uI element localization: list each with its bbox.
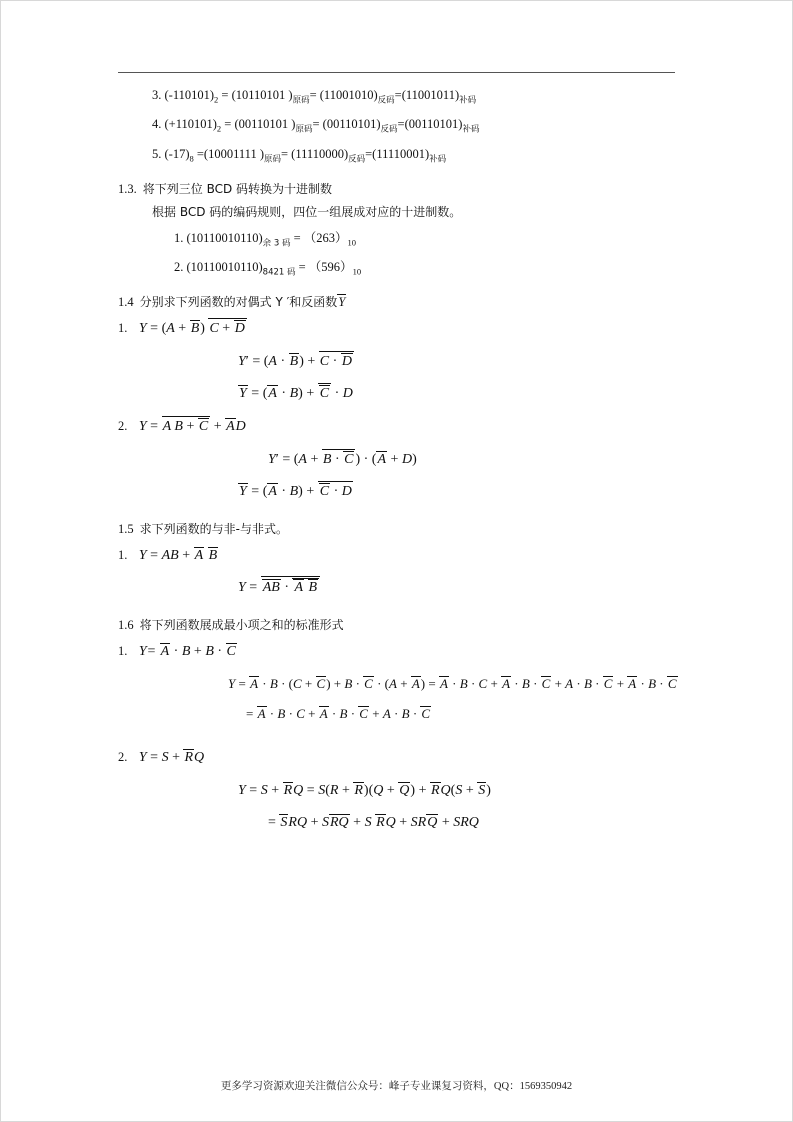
list-item	[152, 115, 678, 136]
item-expr: (10110010110)	[186, 230, 263, 245]
item-expr: (-17)	[164, 146, 190, 161]
item-mid: = (10110101 )	[218, 88, 293, 102]
document-content	[118, 86, 678, 843]
item-expr: (10110010110)	[186, 260, 263, 274]
item-code-label: 8421 码	[262, 267, 296, 278]
section-note: 根据 BCD 码的编码规则，四位一组展成对应的十进制数。	[152, 204, 462, 219]
section-heading-1-6	[118, 616, 678, 633]
equation-inverse: Y = (A · B) + C · D	[238, 381, 678, 408]
item-result: = （263）	[293, 230, 348, 245]
item-number: 4.	[152, 117, 162, 132]
item-mid3: =(11110001)	[365, 146, 430, 161]
item-number: 2.	[118, 419, 128, 434]
equation-step-1: Y = S + RQ = S(R + R)(Q + Q) + RQ(S + S)	[238, 782, 491, 798]
item-mid3: =(00110101)	[397, 117, 463, 132]
item-number: 1.	[118, 644, 128, 658]
list-item	[174, 258, 678, 279]
equation-inverse: Y = (A · B) + C · D	[238, 479, 678, 506]
item-expr: (+110101)	[164, 117, 217, 132]
item-sub: 10	[352, 266, 362, 277]
equation-main: 2. Y = A B + C + AD	[118, 414, 678, 441]
section-number: 1.3.	[118, 181, 137, 196]
equation-dual: Y′ = (A · B) + C · D	[238, 349, 678, 376]
equation-main: 1. Y = AB + A B	[118, 547, 218, 563]
item-label3: 补码	[429, 154, 447, 164]
item-number: 1.	[118, 321, 128, 336]
item-mid3: =(11001011)	[394, 88, 460, 102]
equation-main: 2. Y = S + RQ	[118, 749, 205, 765]
item-number: 2.	[118, 749, 128, 764]
item-number: 2.	[174, 260, 184, 274]
item-label3: 补码	[459, 95, 477, 106]
item-number: 1.	[118, 547, 128, 562]
section-title: 将下列函数展成最小项之和的标准形式	[139, 618, 344, 632]
equation-dual: Y′ = (A + B · C ) · (A + D)	[268, 447, 678, 474]
header-rule	[118, 72, 675, 73]
section-heading-1-3	[118, 180, 678, 197]
item-label2: 反码	[377, 95, 395, 106]
list-item	[152, 145, 678, 166]
section-heading-1-5	[118, 520, 678, 537]
item-sub: 2	[216, 123, 222, 134]
item-label2: 反码	[348, 154, 366, 164]
equation-main: 1. Y = (A + B) C + D	[118, 316, 678, 343]
item-code-label: 余 3 码	[262, 238, 291, 249]
section-title-overline: Y	[338, 295, 346, 310]
item-sub: 10	[347, 237, 357, 248]
item-label2: 反码	[380, 124, 398, 135]
section-title: 求下列函数的与非-与非式。	[139, 521, 288, 536]
item-result: = （596）	[298, 260, 353, 274]
item-expr: (-110101)	[164, 88, 215, 102]
section-heading-1-4	[118, 293, 678, 310]
list-item	[174, 229, 678, 250]
item-mid: =(10001111 )	[193, 146, 264, 161]
equation-step-2: = A · B · C + A · B · C + A · B · C	[246, 706, 431, 722]
section-title: 将下列三位 BCD 码转换为十进制数	[142, 181, 333, 196]
section-number: 1.4	[118, 295, 134, 310]
item-number: 1.	[174, 230, 184, 245]
item-sub: 2	[214, 94, 219, 105]
item-sub: 8	[189, 153, 194, 163]
list-item	[152, 86, 678, 107]
page-footer: 更多学习资源欢迎关注微信公众号：峰子专业课复习资料，QQ：1569350942	[220, 1081, 573, 1092]
item-mid2: = (00110101)	[312, 117, 381, 132]
item-number: 5.	[152, 146, 162, 161]
item-mid2: = (11110000)	[281, 146, 349, 161]
item-label: 原码	[295, 124, 313, 135]
equation-step-2: = SRQ + SRQ + S RQ + SRQ + SRQ	[268, 815, 479, 831]
item-mid: = (00110101 )	[221, 117, 296, 132]
item-label: 原码	[263, 154, 281, 164]
section-title: 分别求下列函数的对偶式 Y ′和反函数	[139, 295, 338, 310]
equation-step: Y = AB · A B	[238, 575, 678, 602]
item-label3: 补码	[462, 124, 480, 135]
section-number: 1.6	[118, 618, 134, 632]
equation-step-1: Y = A · B · (C + C) + B · C · (A + A) = A · B · C + A · B · C + A · B · C + A · B · C	[228, 675, 677, 691]
item-number: 3.	[152, 88, 162, 102]
section-number: 1.5	[118, 521, 134, 536]
equation-main: 1. Y= A · B + B · C	[118, 644, 236, 659]
item-mid2: = (11001010)	[309, 88, 378, 102]
item-label: 原码	[292, 95, 310, 106]
